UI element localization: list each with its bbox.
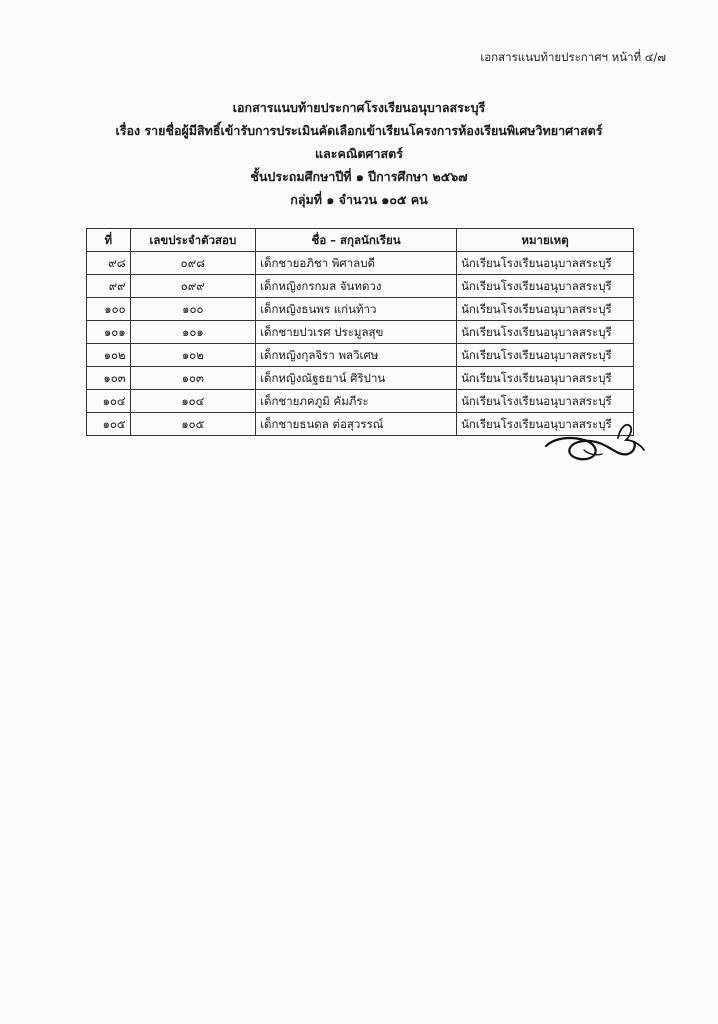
title-line-school: เอกสารแนบท้ายประกาศโรงเรียนอนุบาลสระบุรี	[232, 100, 486, 115]
cell-note: นักเรียนโรงเรียนอนุบาลสระบุรี	[457, 413, 634, 436]
cell-no: ๑๐๓	[87, 367, 131, 390]
cell-name: เด็กหญิงณัฐธยาน์ ศิริปาน	[256, 367, 457, 390]
cell-exam-id: ๑๐๓	[130, 367, 255, 390]
header-name: ชื่อ – สกุลนักเรียน	[256, 229, 457, 252]
table-row	[87, 367, 634, 390]
cell-no: ๑๐๔	[87, 390, 131, 413]
table-row	[87, 344, 634, 367]
cell-exam-id: ๐๙๙	[130, 275, 255, 298]
cell-note: นักเรียนโรงเรียนอนุบาลสระบุรี	[457, 344, 634, 367]
table-row	[87, 275, 634, 298]
cell-no: ๑๐๐	[87, 298, 131, 321]
cell-name: เด็กหญิงธนพร แก่นท้าว	[256, 298, 457, 321]
cell-note: นักเรียนโรงเรียนอนุบาลสระบุรี	[457, 321, 634, 344]
header-exam-id: เลขประจำตัวสอบ	[130, 229, 255, 252]
cell-exam-id: ๑๐๒	[130, 344, 255, 367]
cell-exam-id: ๑๐๕	[130, 413, 255, 436]
handwritten-signature	[540, 410, 650, 470]
cell-no: ๙๘	[87, 252, 131, 275]
cell-name: เด็กชายปวเรศ ประมูลสุข	[256, 321, 457, 344]
cell-exam-id: ๑๐๔	[130, 390, 255, 413]
cell-name: เด็กชายอภิชา พิศาลบดี	[256, 252, 457, 275]
cell-no: ๑๐๒	[87, 344, 131, 367]
title-line-subject: เรื่อง รายชื่อผู้มีสิทธิ์เข้ารับการประเมินคัดเลือกเข้าเรียนโครงการห้องเรียนพิเศษวิทยาศาสตร์	[115, 123, 603, 138]
document-title	[0, 96, 718, 211]
cell-note: นักเรียนโรงเรียนอนุบาลสระบุรี	[457, 275, 634, 298]
cell-name: เด็กหญิงกรกมล จันทดวง	[256, 275, 457, 298]
cell-name: เด็กชายธนดล ต่อสุวรรณ์	[256, 413, 457, 436]
cell-exam-id: ๑๐๐	[130, 298, 255, 321]
cell-no: ๑๐๕	[87, 413, 131, 436]
header-no: ที่	[87, 229, 131, 252]
title-line-subject-cont: และคณิตศาสตร์	[315, 146, 403, 161]
cell-no: ๑๐๑	[87, 321, 131, 344]
cell-name: เด็กชายภคภูมิ คัมภีระ	[256, 390, 457, 413]
cell-no: ๙๙	[87, 275, 131, 298]
title-line-group: กลุ่มที่ ๑ จำนวน ๑๐๕ คน	[290, 192, 428, 207]
student-roster-table	[86, 228, 634, 436]
page-number-note: เอกสารแนบท้ายประกาศฯ หน้าที่ ๔/๗	[480, 50, 666, 64]
cell-exam-id: ๐๙๘	[130, 252, 255, 275]
cell-exam-id: ๑๐๑	[130, 321, 255, 344]
cell-note: นักเรียนโรงเรียนอนุบาลสระบุรี	[457, 252, 634, 275]
cell-note: นักเรียนโรงเรียนอนุบาลสระบุรี	[457, 367, 634, 390]
cell-note: นักเรียนโรงเรียนอนุบาลสระบุรี	[457, 390, 634, 413]
table-row	[87, 252, 634, 275]
title-line-grade: ชั้นประถมศึกษาปีที่ ๑ ปีการศึกษา ๒๕๖๗	[250, 169, 468, 184]
table-row	[87, 298, 634, 321]
table-header-row	[87, 229, 634, 252]
header-note: หมายเหตุ	[457, 229, 634, 252]
cell-name: เด็กหญิงกุลจิรา พลวิเศษ	[256, 344, 457, 367]
table-row	[87, 321, 634, 344]
cell-note: นักเรียนโรงเรียนอนุบาลสระบุรี	[457, 298, 634, 321]
